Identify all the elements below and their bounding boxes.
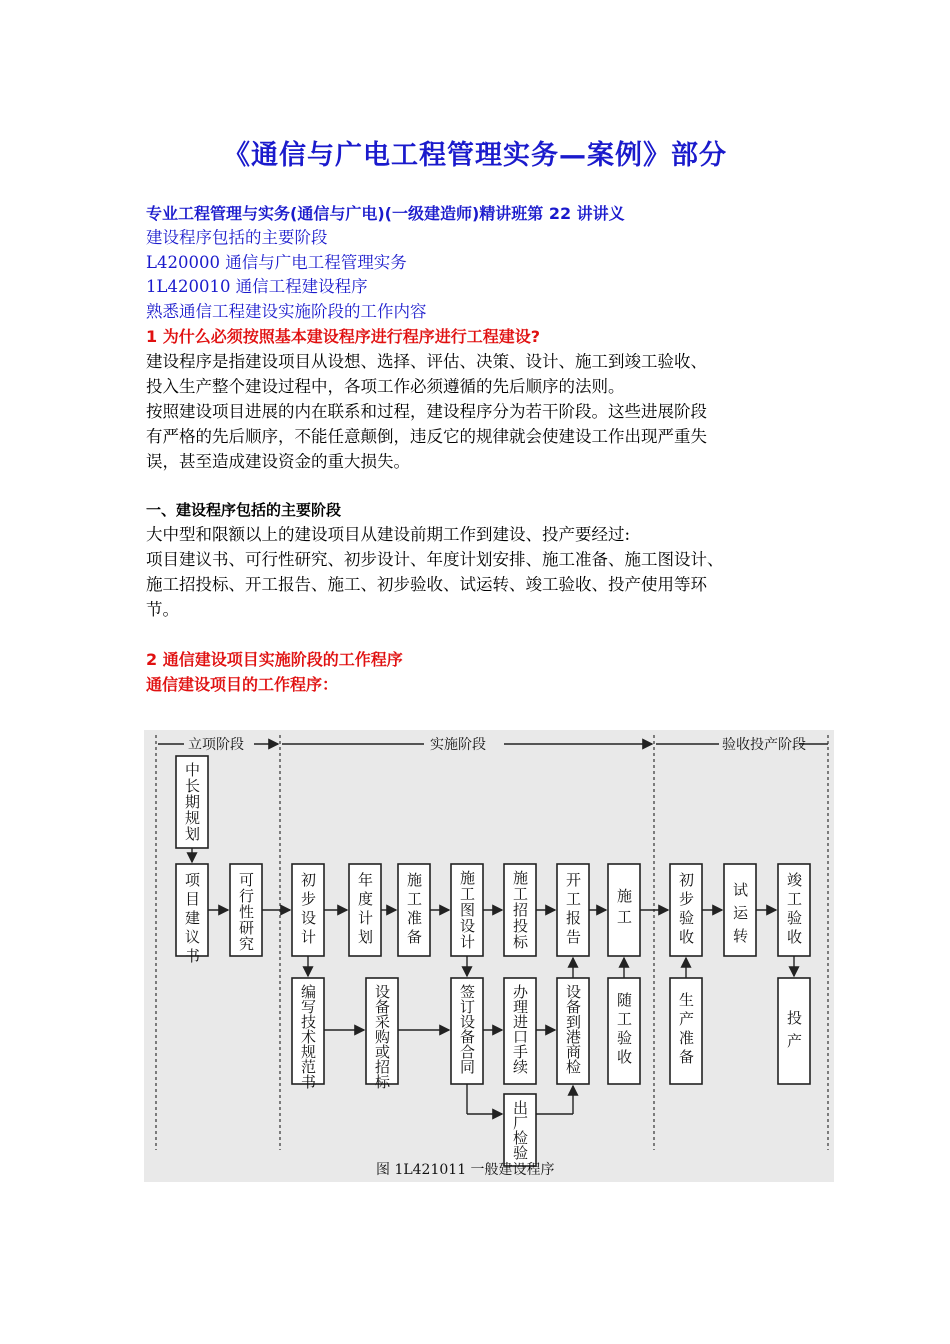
paragraph-3d: 节。 [146,600,179,619]
lecture-heading: 专业工程管理与实务(通信与广电)(一级建造师)精讲班第 22 讲讲义 [146,204,625,223]
section-code-line: 1L420010 通信工程建设程序 [146,277,368,296]
label-annual-plan: 年度计划 [356,872,374,948]
label-project-proposal: 项目建议书 [183,872,201,967]
section-heading-stages: 一、建设程序包括的主要阶段 [146,501,342,519]
objective-line: 熟悉通信工程建设实施阶段的工作内容 [146,302,427,321]
paragraph-1b: 投入生产整个建设过程中，各项工作必须遵循的先后顺序的法则。 [146,377,625,396]
label-equipment-procurement: 设备采购或招标 [373,984,391,1089]
label-inspection-with-construction: 随工验收 [615,992,633,1068]
section-heading-procedure: 2 通信建设项目实施阶段的工作程序 [146,650,403,669]
label-preliminary-design: 初步设计 [299,872,317,948]
course-code-line: L420000 通信与广电工程管理实务 [146,253,407,272]
figure-caption: 图 1L421011 一般建设程序 [376,1162,555,1178]
paragraph-2c: 误，甚至造成建设资金的重大损失。 [146,452,410,471]
paragraph-2b: 有严格的先后顺序，不能任意颠倒，违反它的规律就会使建设工作出现严重失 [146,427,707,446]
question-heading: 1 为什么必须按照基本建设程序进行程序进行工程建设? [146,327,540,346]
flowchart-figure [144,730,834,1182]
phase-label-implementation: 实施阶段 [430,737,486,753]
label-trial-run: 试运转 [731,882,749,951]
label-factory-inspection: 出厂检验 [511,1100,529,1160]
subheading-procedure: 通信建设项目的工作程序： [146,675,339,694]
label-feasibility-study: 可行性研究 [237,872,255,952]
paragraph-3b: 项目建议书、可行性研究、初步设计、年度计划安排、施工准备、施工图设计、 [146,550,724,569]
label-production-prep: 生产准备 [677,992,695,1068]
label-tech-spec: 编写技术规范书 [299,984,317,1089]
label-construction: 施工 [615,888,633,930]
phase-label-acceptance: 验收投产阶段 [722,737,806,753]
paragraph-3a: 大中型和限额以上的建设项目从建设前期工作到建设、投产要经过: [146,525,631,544]
label-import-procedures: 办理进口手续 [511,984,529,1074]
phase-label-initiation: 立项阶段 [188,737,244,753]
paragraph-1a: 建设程序是指建设项目从设想、选择、评估、决策、设计、施工到竣工验收、 [146,352,707,371]
label-long-term-plan: 中长期规划 [183,762,201,842]
label-bidding: 施工招投标 [511,870,529,950]
label-start-report: 开工报告 [564,872,582,948]
label-preliminary-acceptance: 初步验收 [677,872,695,948]
label-construction-prep: 施工准备 [405,872,423,948]
label-final-acceptance: 竣工验收 [785,872,803,948]
label-working-drawing: 施工图设计 [458,870,476,950]
paragraph-2a: 按照建设项目进展的内在联系和过程，建设程序分为若干阶段。这些进展阶段 [146,402,707,421]
label-equipment-contract: 签订设备合同 [458,984,476,1074]
paragraph-3c: 施工招投标、开工报告、施工、初步验收、试运转、竣工验收、投产使用等环 [146,575,707,594]
label-port-inspection: 设备到港商检 [564,984,582,1074]
topic-line: 建设程序包括的主要阶段 [146,228,328,247]
label-production: 投产 [785,1010,803,1056]
document-title: 《通信与广电工程管理实务—案例》部分 [223,140,727,171]
